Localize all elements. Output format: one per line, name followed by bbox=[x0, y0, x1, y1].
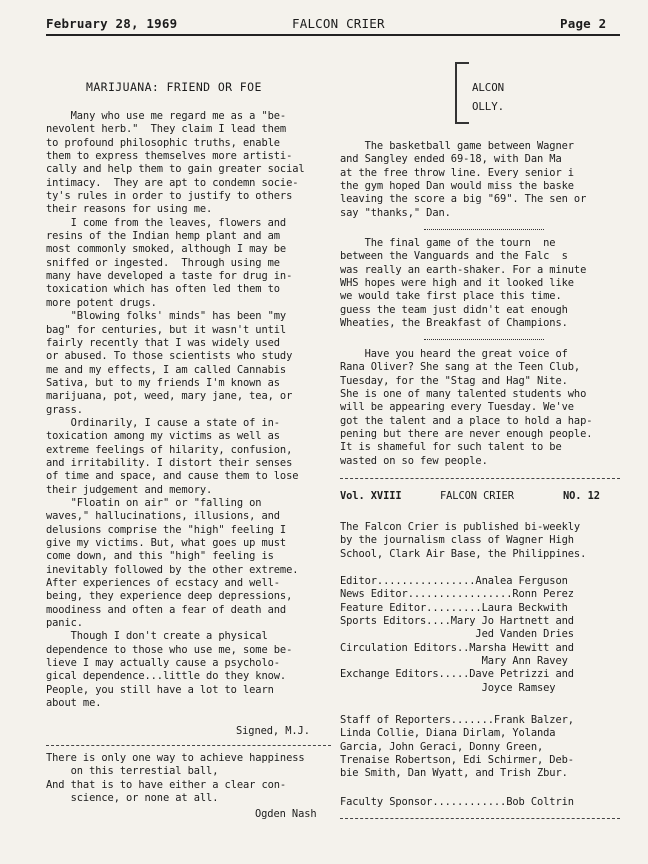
column-box-bottom-tick bbox=[455, 122, 469, 124]
masthead-description: The Falcon Crier is published bi-weekly by the journalism class of Wagner High School, Clark Air Base, the Philippines. bbox=[340, 521, 587, 560]
article-paragraph: Though I don't create a physical dependence to those who use me, some be- lieve I may actually cause a psycholo- gical dependence...little do they know. People, you still have a lot to learn about me. bbox=[46, 630, 293, 710]
quote-divider bbox=[46, 745, 331, 746]
masthead-paper-name: FALCON CRIER bbox=[440, 490, 514, 502]
masthead-bottom-rule bbox=[340, 818, 620, 819]
masthead-sponsor: Faculty Sponsor............Bob Coltrin bbox=[340, 796, 574, 808]
column-box-title: ALCON OLLY. bbox=[472, 81, 505, 113]
header-rule bbox=[46, 34, 620, 36]
issue-date: February 28, 1969 bbox=[46, 16, 178, 31]
article-paragraph: "Floatin on air" or "falling on waves," hallucinations, illusions, and delusions comprise the "high" feeling I give my victims. But, what goes up must come down, and this "high" feeling is inevitably followed by the other extreme. After experiences of ecstacy and well- being, they experience deep depressions, moodiness and often a fear of death and panic. bbox=[46, 496, 299, 630]
item-divider bbox=[424, 229, 544, 230]
masthead-volume: Vol. XVIII bbox=[340, 490, 402, 502]
article-body bbox=[46, 110, 331, 710]
article-headline: MARIJUANA: FRIEND OR FOE bbox=[86, 80, 262, 94]
article-signature: Signed, M.J. bbox=[236, 725, 310, 737]
paper-name-header: FALCON CRIER bbox=[292, 16, 385, 31]
column-box-left-edge bbox=[455, 62, 457, 124]
article-paragraph: "Blowing folks' minds" has been "my bag" for centuries, but it wasn't until fairly recently that I was widely used or abused. To those scientists who study me and my effects, I am called Cannabis Sativa, but to my friends I'm known as marijuana, pot, weed, mary jane, tea, or grass. bbox=[46, 310, 293, 416]
article-paragraph: Ordinarily, I cause a state of in- toxication among my victims as well as extreme feelings of hilarity, confusion, and irritability. I distort their senses of time and space, and cause them to lose their judgement and memory. bbox=[46, 416, 299, 496]
masthead-staff-list: Editor................Analea Ferguson News Editor.................Ronn Perez Feature Editor.........Laura Beckwith Sports Editors....Mary Jo Hartnett and Jed Vanden Dries Circulation Editors..Marsha Hewitt and Mary Ann Ravey Exchange Editors.....Dave Petrizzi and Joyce Ramsey bbox=[340, 575, 574, 694]
page-number: Page 2 bbox=[560, 16, 607, 31]
masthead-reporters: Staff of Reporters.......Frank Balzer, Linda Collie, Diana Dirlam, Yolanda Garcia, John Geraci, Donny Green, Trenaise Robertson, Edi Schirmer, Deb- bie Smith, Dan Wyatt, and Trish Zbur. bbox=[340, 714, 574, 780]
article-paragraph: Many who use me regard me as a "be- nevolent herb." They claim I lead them to profound philosophic truths, enable them to express themselves more artisti- cally and help them to gain greater social intimacy. They are apt to condemn socie- ty's rules in order to justify to others their reasons for using me. bbox=[46, 110, 305, 216]
article-paragraph: I come from the leaves, flowers and resins of the Indian hemp plant and am most commonly smoked, although I may be sniffed or ingested. Through using me many have developed a taste for drug in- toxication which has often led them to more potent drugs. bbox=[46, 216, 293, 309]
quote-author: Ogden Nash bbox=[255, 808, 317, 820]
closing-quote: There is only one way to achieve happiness on this terrestial ball, And that is to have either a clear con- science, or none at all. bbox=[46, 752, 305, 805]
item-divider bbox=[424, 339, 544, 340]
masthead-issue-number: NO. 12 bbox=[563, 490, 600, 502]
column-box-top-tick bbox=[455, 62, 469, 64]
tournament-item: The final game of the tourn ne between the Vanguards and the Falc s was really an earth-shaker. For a minute WHS hopes were high and it looked like we would take first place this time. guess the team just didn't eat enough Wheaties, the Breakfast of Champions. bbox=[340, 237, 587, 330]
teen-club-item: Have you heard the great voice of Rana Oliver? She sang at the Teen Club, Tuesday, for the "Stag and Hag" Nite. She is one of many talented students who will be appearing every Tuesday. We've got the talent and a place to hold a hap- pening but there are never enough people. It is shameful for such talent to be wasted on so few people. bbox=[340, 348, 593, 467]
masthead-top-rule bbox=[340, 478, 620, 479]
basketball-item: The basketball game between Wagner and Sangley ended 69-18, with Dan Ma at the free throw line. Every senior i the gym hoped Dan would miss the baske leaving the score a big "69". The sen or say "thanks," Dan. bbox=[340, 140, 587, 219]
